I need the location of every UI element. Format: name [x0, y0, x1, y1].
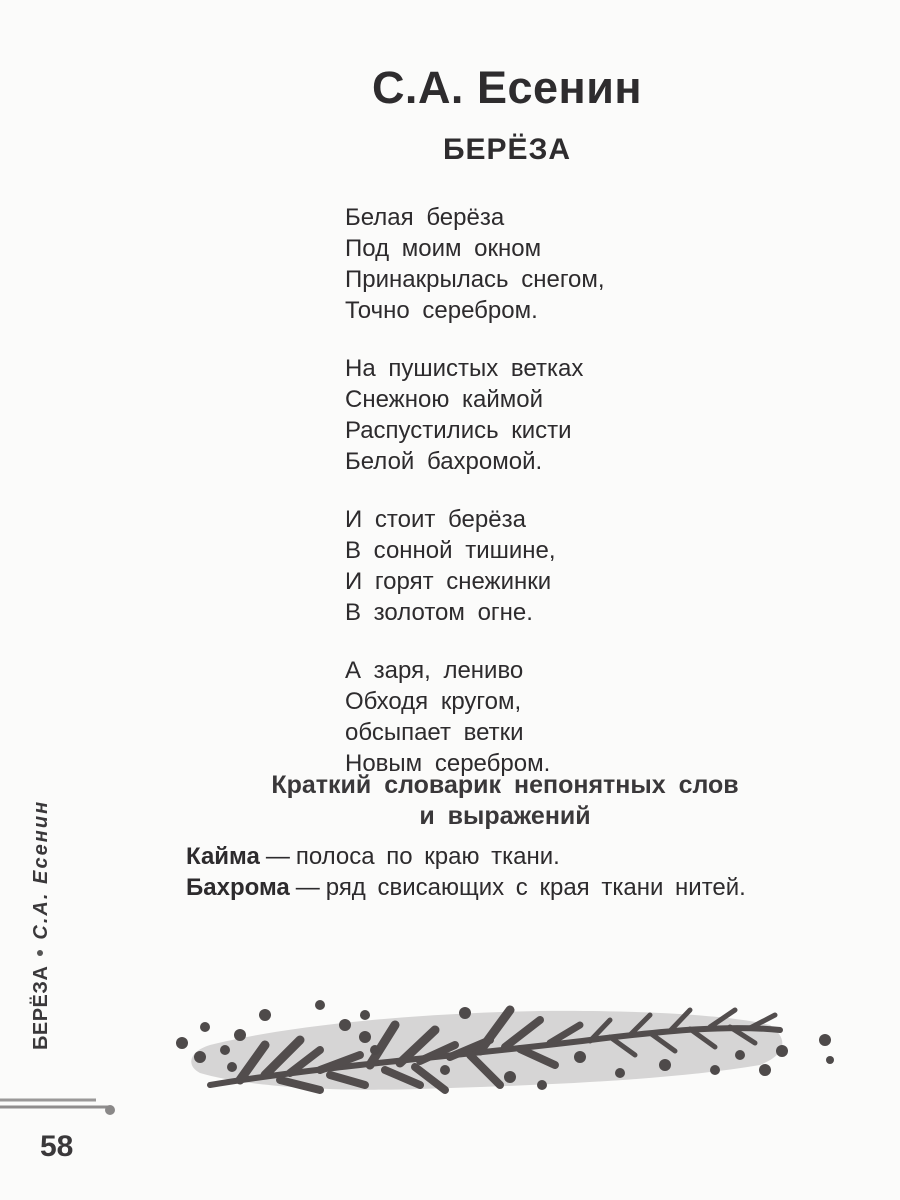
- dictionary-entry: [186, 841, 876, 872]
- poem-line: И стоит берёза: [345, 506, 526, 533]
- poem-line: И горят снежинки: [345, 568, 552, 595]
- dictionary-definition: ряд свисающих с края ткани нитей.: [325, 874, 746, 901]
- poem-line: В сонной тишине,: [345, 537, 556, 564]
- page-number: 58: [40, 1130, 74, 1163]
- poem-line: А заря, лениво: [345, 657, 524, 684]
- poem-line: На пушистых ветках: [345, 355, 584, 382]
- poem-line: Новым серебром.: [345, 750, 551, 777]
- dictionary-entry: [186, 872, 876, 903]
- running-title-vertical: [30, 800, 53, 1050]
- poem-line: Точно серебром.: [345, 297, 538, 324]
- stanza-3: [345, 504, 665, 628]
- dictionary-list: [186, 841, 876, 903]
- poem-line: Принакрылась снегом,: [345, 266, 605, 293]
- dictionary-heading-line-1: Краткий словарик непонятных слов: [271, 771, 739, 799]
- em-dash: —: [265, 843, 290, 870]
- dictionary-heading-line-2: и выражений: [419, 802, 591, 830]
- dictionary-definition: полоса по краю ткани.: [295, 843, 560, 870]
- dictionary-heading: [190, 770, 820, 832]
- bullet-separator-icon: [37, 950, 43, 956]
- pine-branch-garland-icon: [170, 985, 840, 1105]
- poem-body: [345, 202, 665, 806]
- dictionary-term: Кайма: [186, 843, 260, 870]
- poem-line: Распустились кисти: [345, 417, 572, 444]
- poem-line: Снежною каймой: [345, 386, 544, 413]
- poem-line: Белая берёза: [345, 204, 505, 231]
- poem-line: Обходя кругом,: [345, 688, 522, 715]
- poem-line: Белой бахромой.: [345, 448, 543, 475]
- running-title-author: С.А. Есенин: [30, 799, 52, 940]
- stanza-1: [345, 202, 665, 326]
- poem-line: В золотом огне.: [345, 599, 533, 626]
- stanza-4: [345, 655, 665, 779]
- poem-title: БЕРЁЗА: [442, 133, 572, 166]
- em-dash: —: [295, 874, 320, 901]
- dictionary-term: Бахрома: [186, 874, 290, 901]
- running-title-book: БЕРЁЗА: [30, 965, 52, 1050]
- poem-line: Под моим окном: [345, 235, 542, 262]
- poem-line: обсыпает ветки: [345, 719, 524, 746]
- page-number-rule-ornament-icon: [0, 1097, 120, 1115]
- stanza-2: [345, 353, 665, 477]
- author-heading: С.А. Есенин: [371, 62, 643, 113]
